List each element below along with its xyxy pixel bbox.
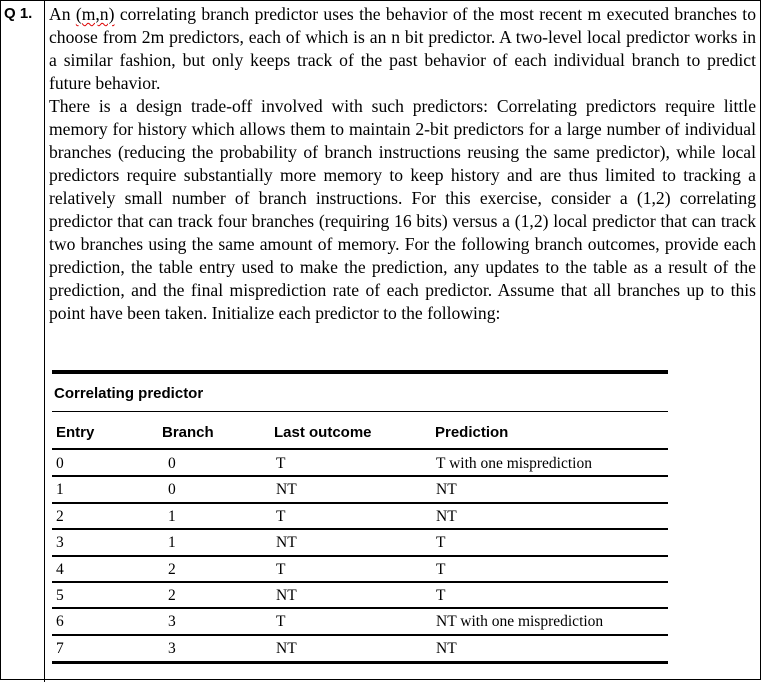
cell-last-outcome: NT (276, 534, 297, 552)
cell-prediction: NT with one misprediction (436, 613, 604, 631)
para1-text-start: An (49, 4, 76, 24)
cell-entry: 1 (56, 481, 64, 499)
cell-branch: 0 (168, 455, 176, 472)
cell-last-outcome: T (276, 613, 286, 631)
table-row (52, 451, 668, 477)
cell-branch: 3 (168, 613, 176, 631)
cell-last-outcome: T (276, 455, 286, 472)
table-title-rule (52, 411, 668, 412)
header-entry: Entry (56, 424, 95, 441)
question-label: Q 1. (4, 5, 33, 22)
cell-prediction: NT (436, 639, 457, 657)
table-row (52, 557, 668, 583)
cell-entry: 3 (56, 534, 64, 552)
cell-last-outcome: NT (276, 587, 297, 604)
cell-prediction: T (436, 560, 446, 578)
table-row (52, 504, 668, 530)
cell-last-outcome: T (276, 560, 286, 578)
paragraph-tradeoff: There is a design trade-off involved with such predictors: Correlating predictors require little memory for history which allows them to maintain 2-bit predictors for a large number of individual branches (reducing the probability of branch instructions reusing the same predictor), while local predictors require substantially more memory to keep history and are thus limited to tracking a relatively small number of branch instructions. For this exercise, consider a (1,2) correlating predictor that can track four branches (requiring 16 bits) versus a (1,2) local predictor that can track two branches using the same amount of memory. For the following branch outcomes, provide each prediction, the table entry used to make the prediction, any updates to the table as a result of the prediction, and the final misprediction rate of each predictor. Assume that all branches up to this point have been taken. Initialize each predictor to the following: (49, 96, 756, 323)
cell-branch: 1 (168, 534, 176, 552)
table-header-rule (52, 448, 668, 450)
cell-prediction: NT (436, 507, 457, 525)
cell-branch: 2 (168, 587, 176, 604)
cell-entry: 7 (56, 639, 64, 657)
cell-prediction: T with one misprediction (436, 455, 592, 472)
table-row (52, 583, 668, 609)
header-prediction: Prediction (435, 424, 509, 441)
cell-last-outcome: NT (276, 481, 297, 499)
cell-entry: 4 (56, 560, 64, 578)
table-row (52, 609, 668, 635)
table-bottom-rule (52, 661, 668, 664)
table-row (52, 636, 668, 662)
cell-branch: 1 (168, 507, 176, 525)
cell-entry: 2 (56, 507, 64, 525)
header-last-outcome: Last outcome (274, 424, 372, 441)
cell-branch: 2 (168, 560, 176, 578)
cell-entry: 5 (56, 587, 64, 604)
table-top-rule (52, 370, 668, 374)
paragraph-intro (49, 3, 756, 95)
table-title: Correlating predictor (54, 385, 204, 402)
para1-text-rest: correlating branch predictor uses the behavior of the most recent m executed branches to choose from 2m predictors, each of which is an n bit predictor. A two-level local predictor works in a similar fashion, but only keeps track of the past behavior of each individual branch to predict future behavior. (49, 4, 756, 93)
cell-entry: 0 (56, 455, 64, 472)
cell-branch: 0 (168, 481, 176, 499)
cell-prediction: T (436, 587, 446, 604)
table-row (52, 530, 668, 556)
cell-last-outcome: T (276, 507, 286, 525)
header-branch: Branch (162, 424, 214, 441)
question-number-cell (0, 0, 45, 682)
cell-prediction: NT (436, 481, 457, 499)
para1-mn-notation: (m,n) (75, 4, 115, 24)
table-row (52, 477, 668, 503)
cell-last-outcome: NT (276, 639, 297, 657)
cell-prediction: T (436, 534, 446, 552)
cell-branch: 3 (168, 639, 176, 657)
cell-entry: 6 (56, 613, 64, 631)
